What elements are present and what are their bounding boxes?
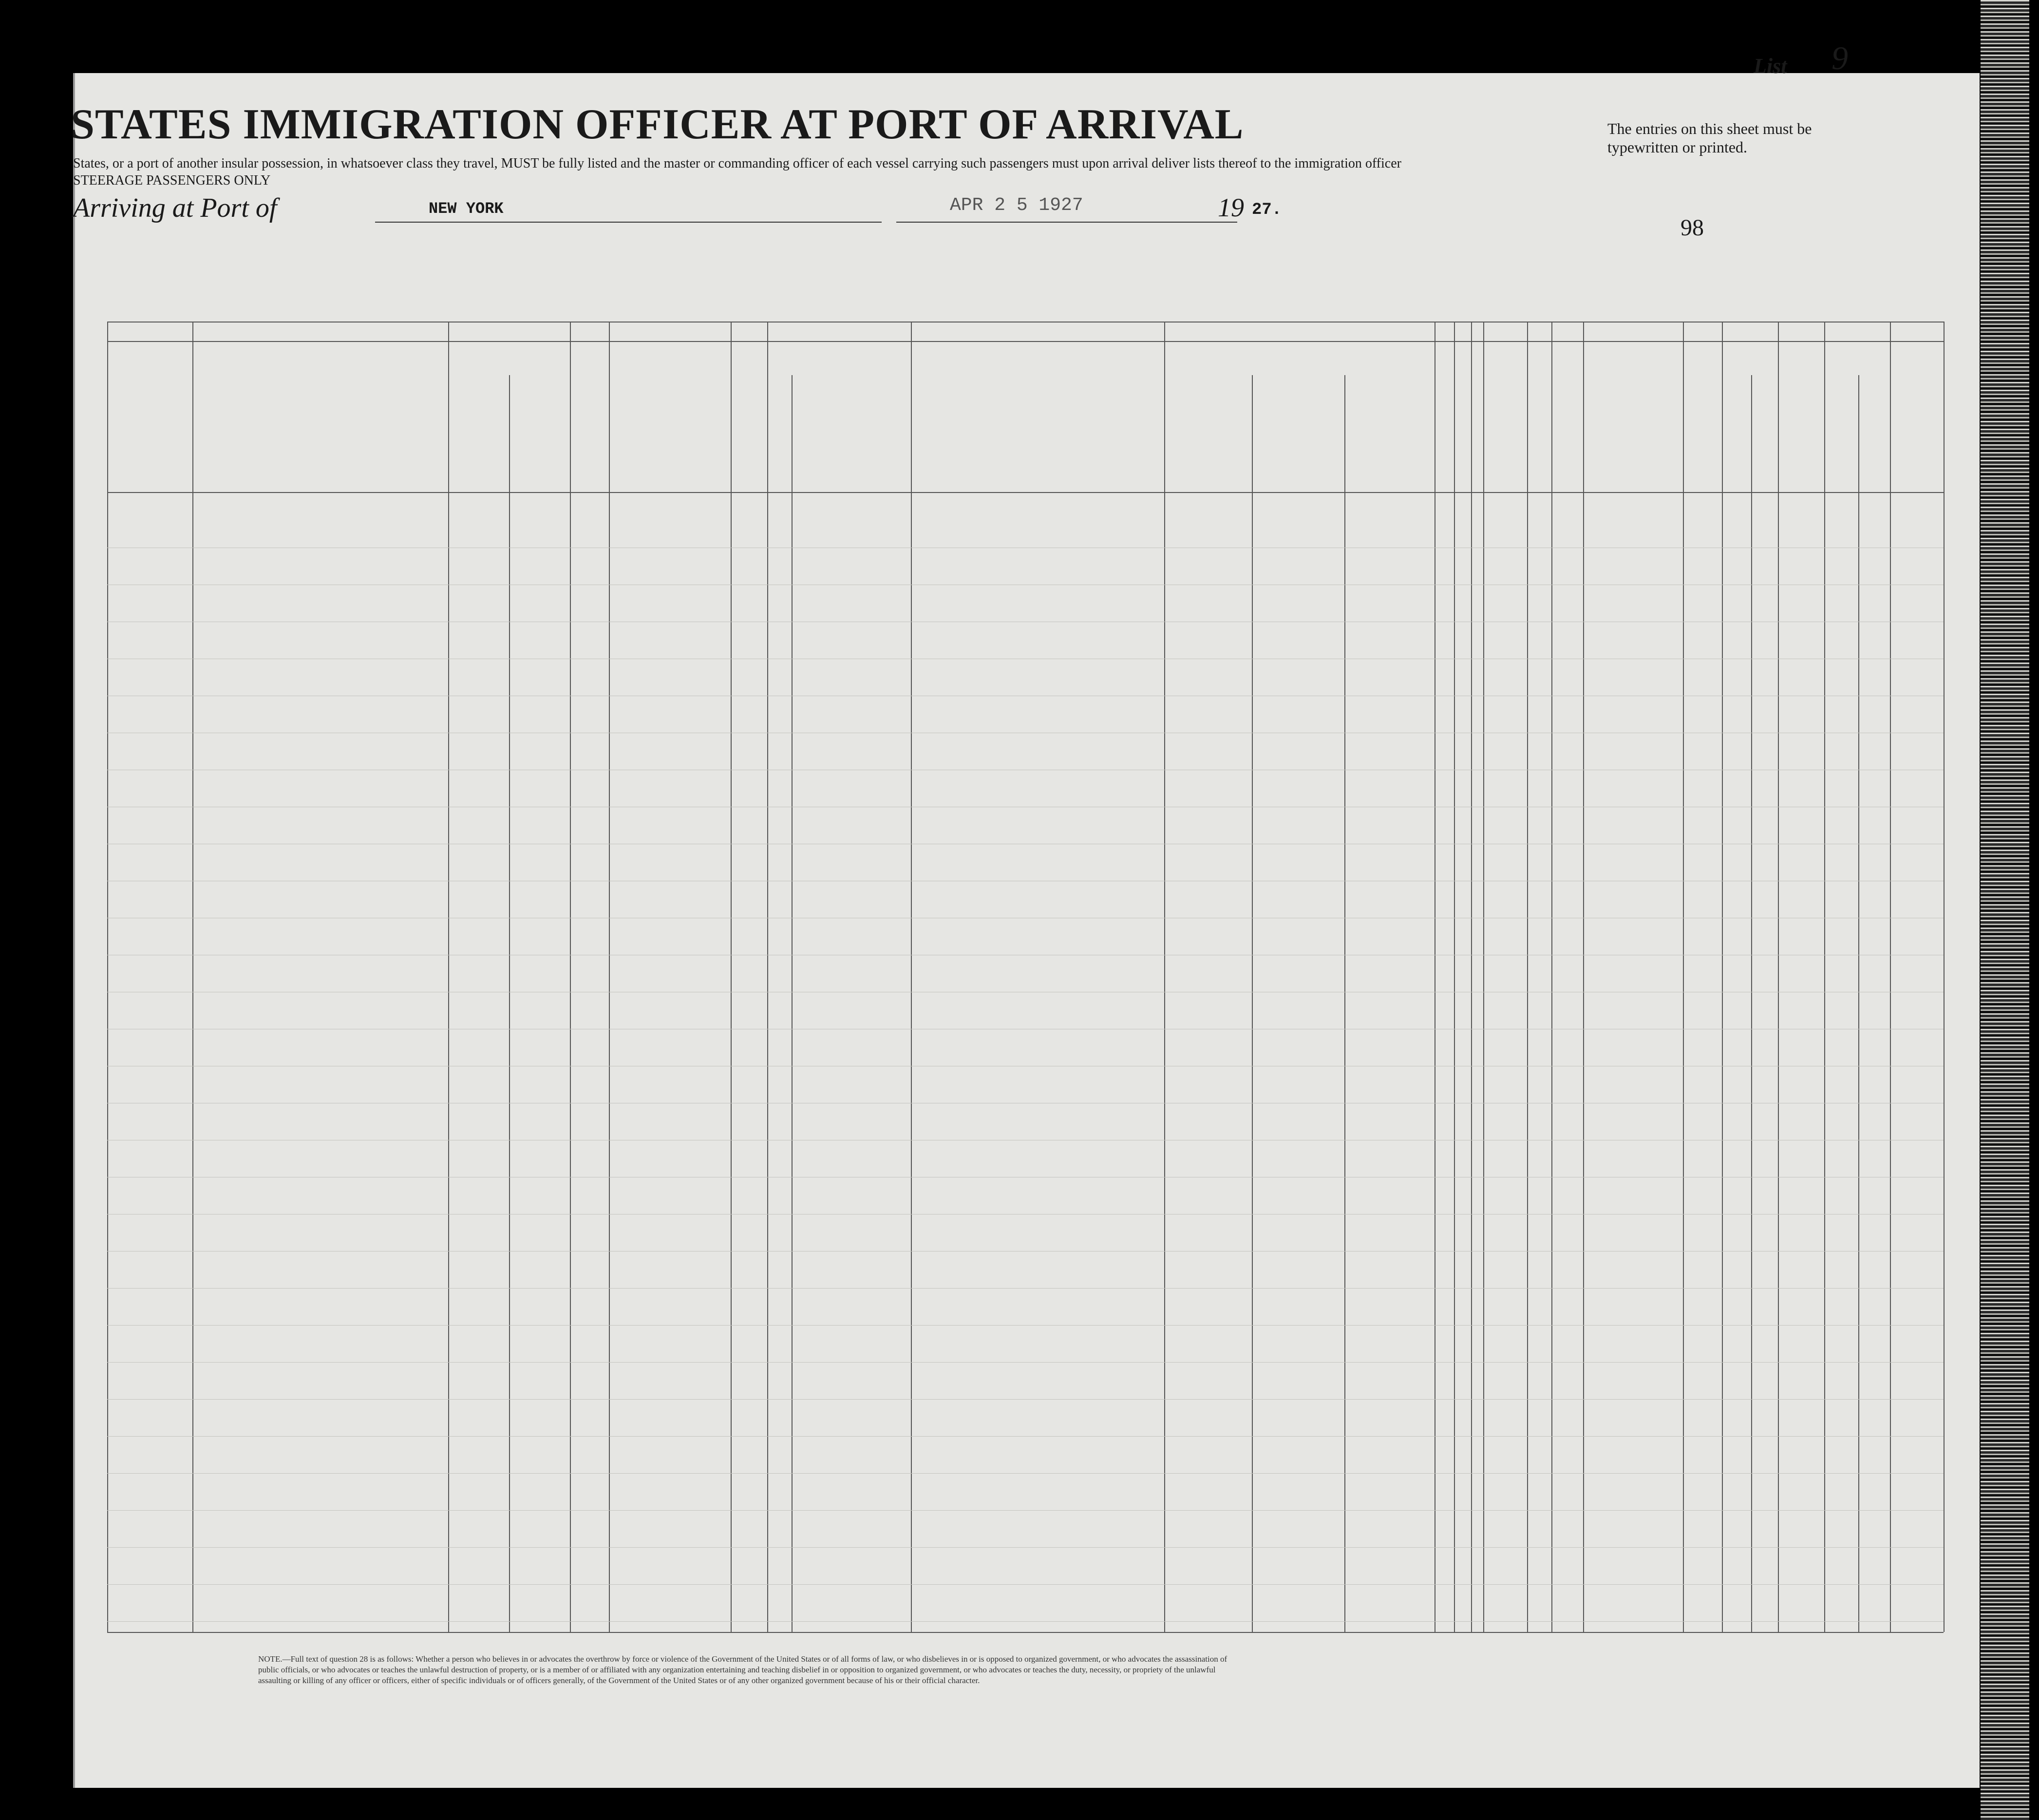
column-subrule bbox=[1751, 375, 1752, 1632]
binder-hole bbox=[27, 1427, 48, 1449]
typewriter-note: The entries on this sheet must be typewritten or printed. bbox=[1607, 120, 1812, 156]
column-rule bbox=[1454, 322, 1455, 1632]
column-subrule bbox=[1344, 375, 1345, 1632]
column-rule bbox=[1778, 322, 1779, 1632]
column-subrule bbox=[1252, 375, 1253, 1632]
column-rule bbox=[731, 322, 732, 1632]
binder-hole bbox=[27, 1067, 48, 1088]
header-citizen bbox=[1347, 375, 1432, 487]
row-separator bbox=[107, 1621, 1944, 1622]
binder-hole bbox=[27, 351, 48, 372]
page-title: STATES IMMIGRATION OFFICER AT PORT OF ARRIVAL bbox=[71, 101, 1244, 148]
column-rule bbox=[1164, 322, 1165, 1632]
column-rule bbox=[1583, 322, 1584, 1632]
row-separator bbox=[107, 1288, 1944, 1289]
arriving-label: Arriving at Port of bbox=[73, 193, 277, 223]
page-edge bbox=[1981, 0, 2029, 1820]
header-anarchist bbox=[1472, 346, 1483, 487]
column-rule bbox=[1722, 322, 1723, 1632]
subtitle-line-1: States, or a port of another insular possession, in whatsoever class they travel, MUST be fully listed and the master or commanding officer of each vessel carrying such passengers must upon arrival deliver lists thereof to the immigration officer bbox=[73, 156, 1401, 171]
header-polygamist bbox=[1455, 346, 1470, 487]
arrival-port: NEW YORK bbox=[429, 200, 504, 218]
stamp-number: 98 bbox=[1680, 215, 1704, 241]
year-suffix: 27. bbox=[1252, 201, 1282, 219]
header-ticket bbox=[572, 346, 606, 487]
column-rule bbox=[570, 322, 571, 1632]
header-fifty-dollars bbox=[733, 346, 765, 487]
column-rule bbox=[448, 322, 449, 1632]
header-length bbox=[1254, 375, 1342, 487]
column-subrule bbox=[792, 375, 793, 1632]
column-rule bbox=[1824, 322, 1825, 1632]
column-rule bbox=[1471, 322, 1472, 1632]
row-separator bbox=[107, 1510, 1944, 1511]
binder-hole bbox=[27, 887, 48, 908]
column-rule bbox=[767, 322, 768, 1632]
list-number: 9 bbox=[1831, 39, 1848, 76]
column-rule bbox=[1483, 322, 1484, 1632]
column-rule bbox=[609, 322, 610, 1632]
row-separator bbox=[107, 1399, 1944, 1400]
header-number-line bbox=[107, 341, 1944, 342]
list-label: List bbox=[1754, 54, 1787, 78]
row-separator bbox=[107, 1547, 1944, 1548]
header-feet bbox=[1724, 448, 1749, 487]
binder-hole bbox=[27, 521, 48, 543]
date-underline bbox=[896, 222, 1237, 223]
column-rule bbox=[1527, 322, 1528, 1632]
header-prison bbox=[1436, 346, 1453, 487]
binder-hole bbox=[27, 1252, 48, 1273]
column-rule bbox=[1683, 322, 1684, 1632]
header-labor-offer bbox=[1529, 346, 1550, 487]
manifest-sheet bbox=[73, 73, 1980, 1788]
year-prefix: 19 bbox=[1218, 193, 1244, 222]
row-separator bbox=[107, 1473, 1944, 1474]
row-separator bbox=[107, 1325, 1944, 1326]
footnote: NOTE.—Full text of question 28 is as follows: Whether a person who believes in or advocates the overthrow by force or violence of the Government of the United States or of all forms of law, or who disbelieves in or is opposed to organized government, or who advocates the assassination of public officials, or who advocates or teaches the unlawful destruction of property, or is a member of or affiliated with any organization entertaining and teaching disbelief in or opposition to organized government, or who advocates or teaches the duty, necessity, or propriety of the unlawful assaulting or killing of any officer or officers, either of specific individuals or of officers generally, of the Government of the United States or of any other organized government because of his or their official character. bbox=[258, 1654, 1227, 1685]
column-rule bbox=[107, 322, 108, 1632]
header-deported bbox=[1553, 346, 1582, 487]
binder-hole bbox=[27, 701, 48, 723]
header-return bbox=[1167, 375, 1249, 487]
header-overthrow bbox=[1485, 346, 1526, 487]
header-bottom-line bbox=[107, 492, 1944, 493]
row-separator bbox=[107, 1584, 1944, 1585]
row-separator bbox=[107, 1436, 1944, 1437]
arrival-date-stamp: APR 2 5 1927 bbox=[950, 195, 1083, 216]
column-rule bbox=[1551, 322, 1552, 1632]
column-rule bbox=[192, 322, 193, 1632]
header-inches bbox=[1754, 448, 1778, 487]
table-bottom-line bbox=[107, 1632, 1944, 1633]
subtitle-line-2: STEERAGE PASSENGERS ONLY bbox=[73, 173, 271, 188]
column-rule bbox=[1890, 322, 1891, 1632]
column-rule bbox=[1944, 322, 1945, 1632]
column-subrule bbox=[509, 375, 510, 1632]
column-subrule bbox=[1858, 375, 1859, 1632]
column-rule bbox=[911, 322, 912, 1632]
port-underline bbox=[375, 222, 882, 223]
row-separator bbox=[107, 1362, 1944, 1363]
